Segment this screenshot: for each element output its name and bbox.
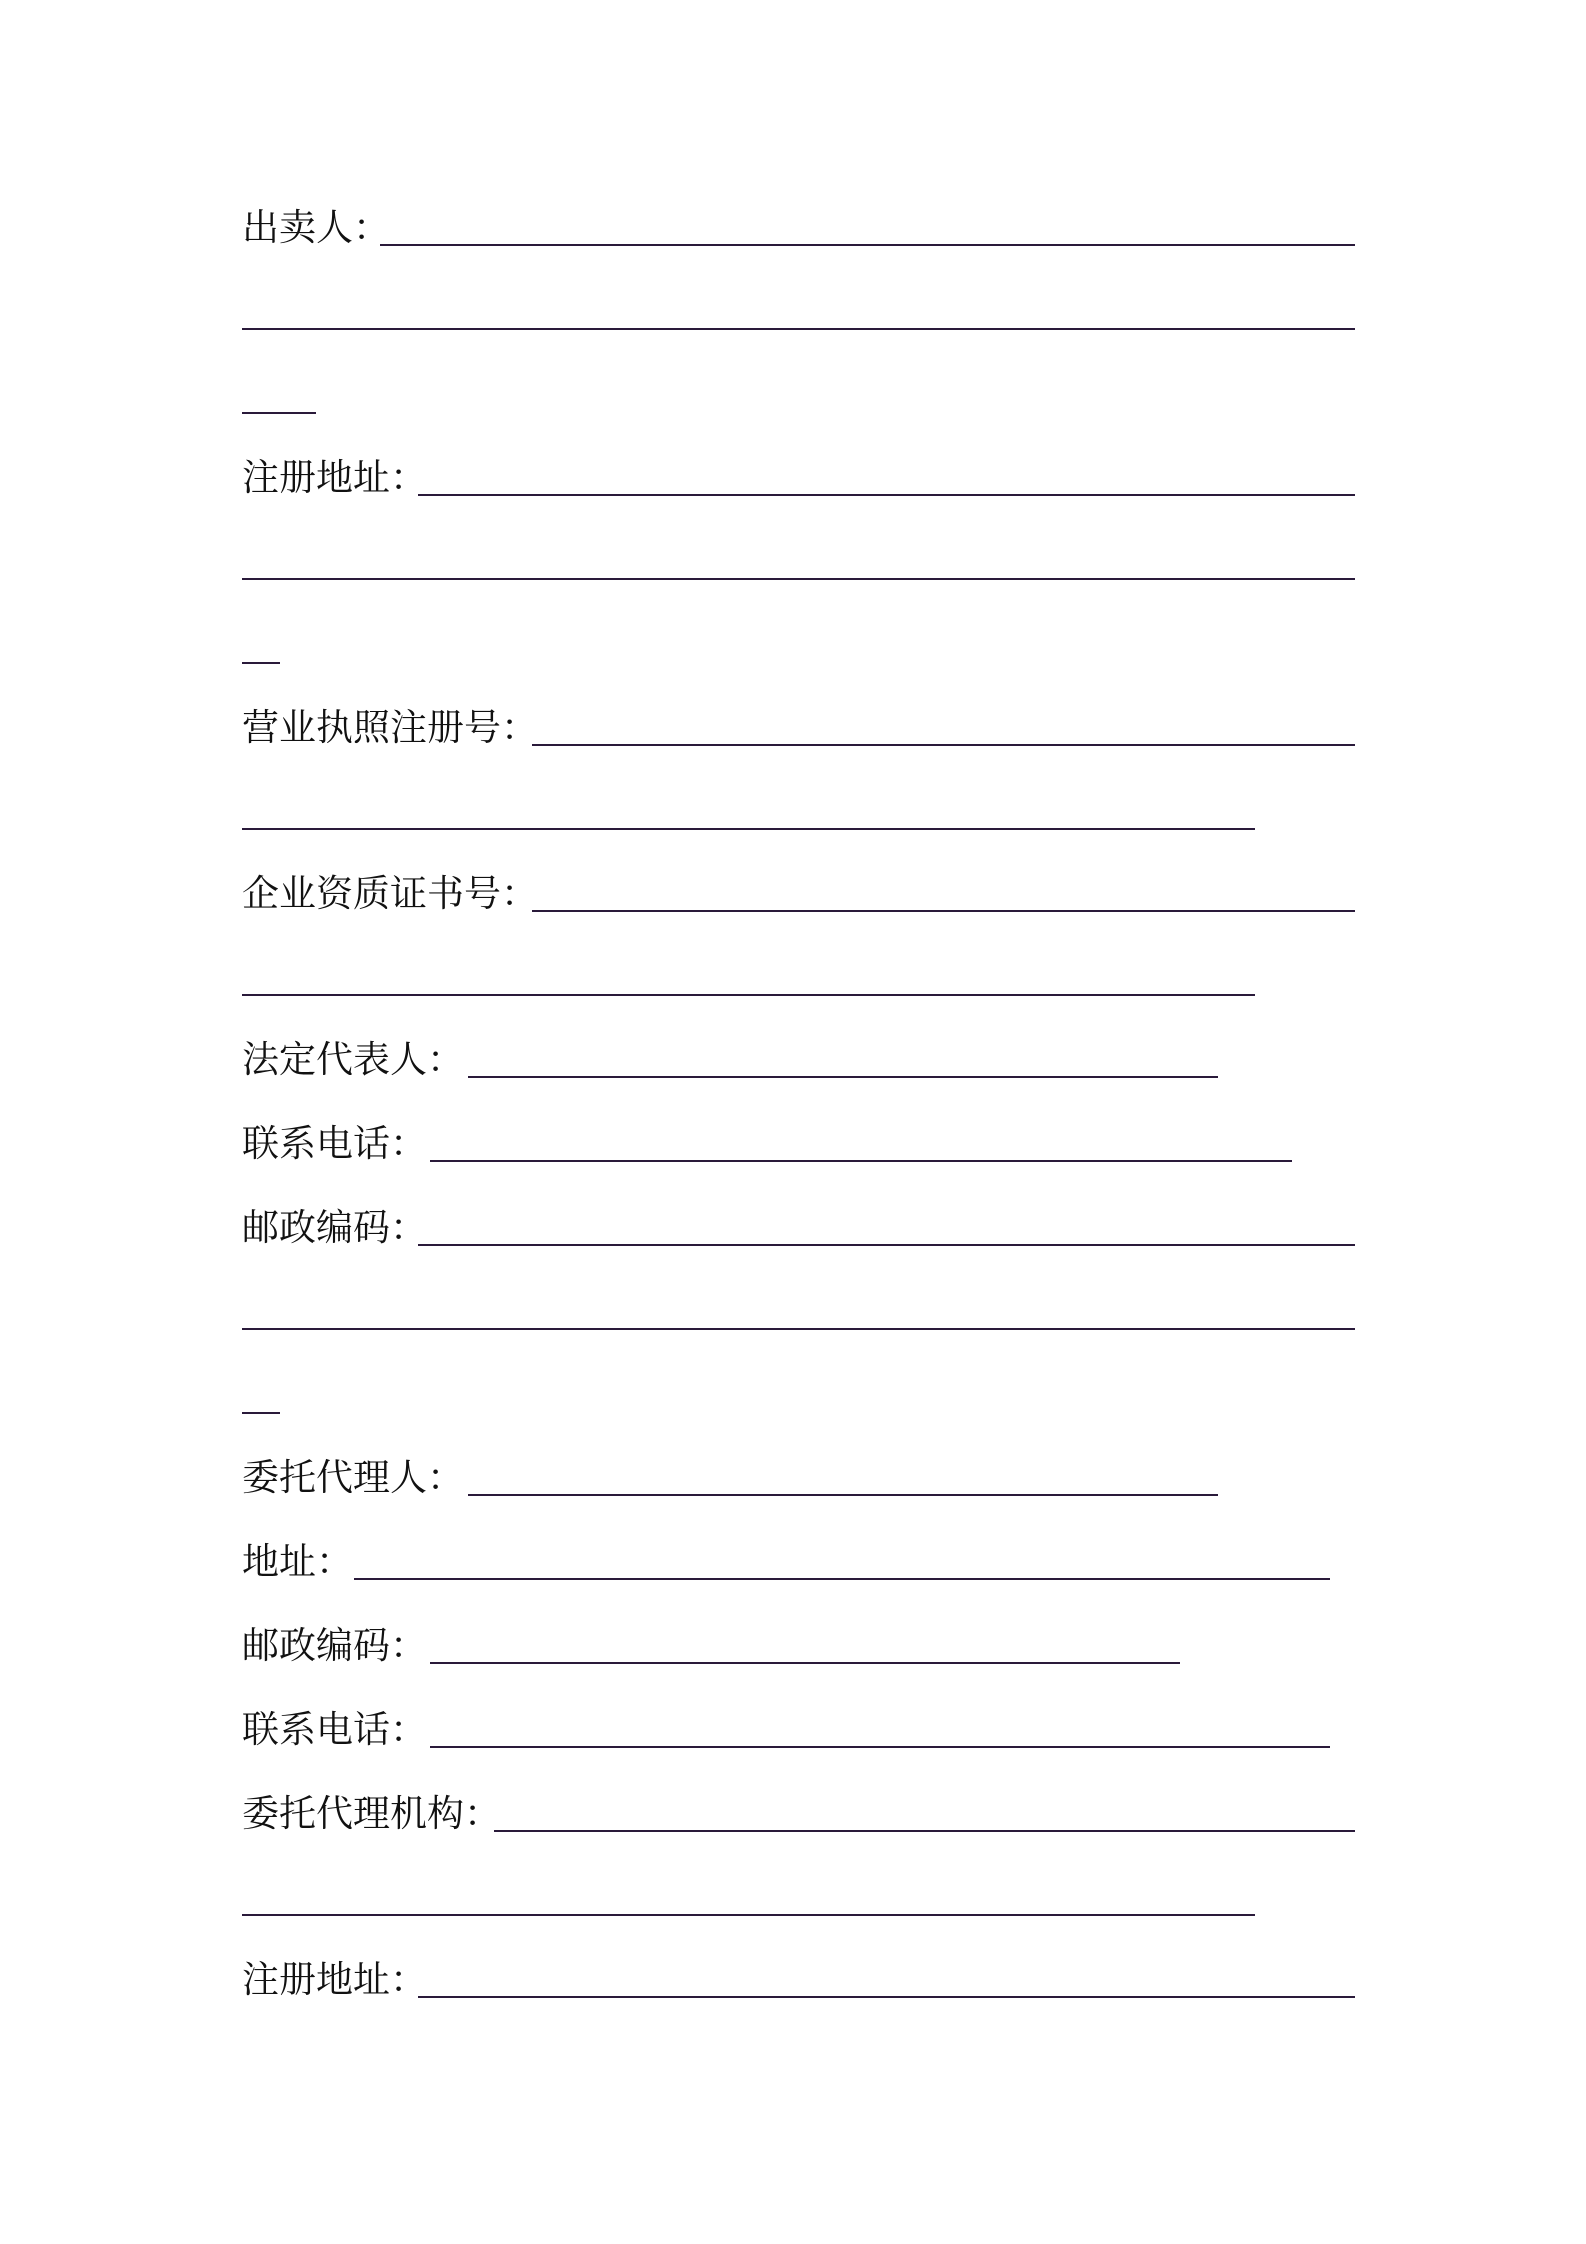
agent-field-line[interactable] [468, 1494, 1218, 1496]
business-license-label: 营业执照注册号： [242, 706, 538, 749]
phone-label: 联系电话： [242, 1122, 427, 1165]
agency-field-line-1[interactable] [494, 1830, 1355, 1832]
legal-rep-field-line[interactable] [468, 1076, 1218, 1078]
postal-code-field-line-1[interactable] [418, 1244, 1355, 1246]
postal-code-field-line-3[interactable] [242, 1412, 280, 1414]
reg-address-field-line-3[interactable] [242, 662, 280, 664]
seller-field-line-1[interactable] [380, 244, 1355, 246]
agency-reg-address-label: 注册地址： [242, 1958, 427, 2001]
postal-code-label: 邮政编码： [242, 1206, 427, 1249]
address-field-line[interactable] [354, 1578, 1330, 1580]
business-license-field-line-1[interactable] [532, 744, 1355, 746]
agent-label: 委托代理人： [242, 1456, 464, 1499]
agent-postal-code-label: 邮政编码： [242, 1624, 427, 1667]
agency-field-line-2[interactable] [242, 1914, 1255, 1916]
agent-postal-code-field-line[interactable] [430, 1662, 1180, 1664]
phone-field-line[interactable] [430, 1160, 1292, 1162]
business-license-field-line-2[interactable] [242, 828, 1255, 830]
qualification-cert-field-line-1[interactable] [532, 910, 1355, 912]
reg-address-field-line-1[interactable] [418, 494, 1355, 496]
seller-label: 出卖人： [242, 206, 390, 249]
agent-phone-label: 联系电话： [242, 1708, 427, 1751]
qualification-cert-field-line-2[interactable] [242, 994, 1255, 996]
seller-field-line-2[interactable] [242, 328, 1355, 330]
seller-field-line-3[interactable] [242, 412, 316, 414]
agency-reg-address-field-line[interactable] [418, 1996, 1355, 1998]
address-label: 地址： [242, 1540, 353, 1583]
postal-code-field-line-2[interactable] [242, 1328, 1355, 1330]
legal-rep-label: 法定代表人： [242, 1038, 464, 1081]
reg-address-field-line-2[interactable] [242, 578, 1355, 580]
qualification-cert-label: 企业资质证书号： [242, 872, 538, 915]
reg-address-label: 注册地址： [242, 456, 427, 499]
agent-phone-field-line[interactable] [430, 1746, 1330, 1748]
agency-label: 委托代理机构： [242, 1792, 501, 1835]
